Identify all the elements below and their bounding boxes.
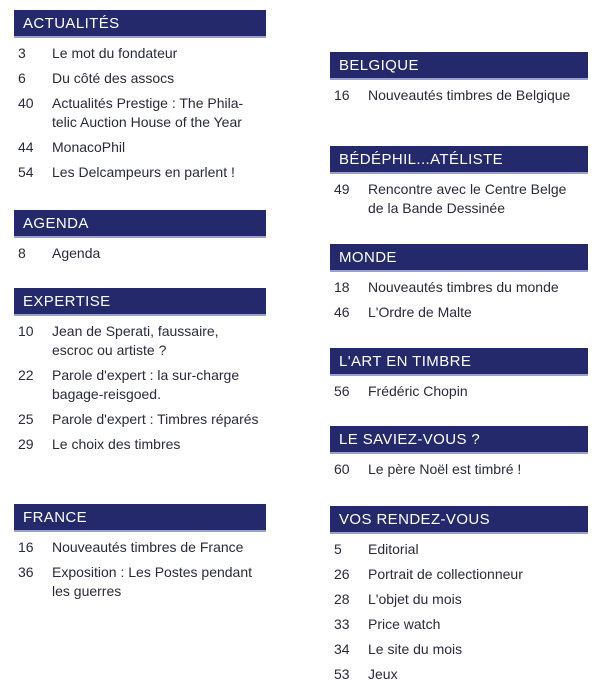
entry-title: Les Delcampeurs en parlent ! — [52, 164, 235, 180]
entry-title: Le père Noël est timbré ! — [368, 461, 522, 477]
page-number: 28 — [334, 591, 350, 607]
entry-title: Jean de Sperati, faussaire, escroc ou artiste ? — [52, 323, 219, 358]
page-number: 22 — [18, 367, 34, 383]
page-number: 6 — [18, 70, 26, 86]
entry-title: Le choix des timbres — [52, 436, 181, 452]
toc-entry[interactable] — [14, 410, 266, 429]
entry-title: Du côté des assocs — [52, 70, 175, 86]
page-number: 3 — [18, 45, 26, 61]
toc-entry[interactable] — [330, 590, 588, 609]
entry-title: Exposition : Les Postes pendant les guerres — [52, 564, 253, 599]
entry-title: Le mot du fondateur — [52, 45, 178, 61]
toc-section — [14, 210, 266, 269]
entry-title: Portrait de collectionneur — [368, 566, 523, 582]
toc-section — [14, 10, 266, 188]
section-header: BÉDÉPHIL...ATÉLISTE — [330, 146, 588, 174]
toc-entry[interactable] — [14, 163, 266, 182]
toc-entry[interactable] — [330, 615, 588, 634]
entry-title: Nouveautés timbres de Belgique — [368, 87, 571, 103]
page-number: 54 — [18, 164, 34, 180]
entry-title: L'Ordre de Malte — [368, 304, 472, 320]
toc-entry[interactable] — [330, 303, 588, 322]
section-items — [14, 244, 266, 263]
entry-title: MonacoPhil — [52, 139, 126, 155]
toc-section — [14, 504, 266, 607]
page-number: 8 — [18, 245, 26, 261]
entry-title: L'objet du mois — [368, 591, 462, 607]
page-number: 29 — [18, 436, 34, 452]
entry-title: Editorial — [368, 541, 419, 557]
toc-entry[interactable] — [14, 563, 266, 601]
toc-entry[interactable] — [330, 278, 588, 297]
page-number: 16 — [18, 539, 34, 555]
section-header: AGENDA — [14, 210, 266, 238]
toc-entry[interactable] — [14, 94, 266, 132]
toc-section — [330, 52, 588, 111]
section-header: LE SAVIEZ-VOUS ? — [330, 426, 588, 454]
page-number: 56 — [334, 383, 350, 399]
page-number: 33 — [334, 616, 350, 632]
page-number: 60 — [334, 461, 350, 477]
toc-entry[interactable] — [14, 322, 266, 360]
page-number: 44 — [18, 139, 34, 155]
toc-entry[interactable] — [330, 460, 588, 479]
page-number: 36 — [18, 564, 34, 580]
section-items — [14, 44, 266, 182]
toc-section — [330, 348, 588, 407]
toc-entry[interactable] — [14, 366, 266, 404]
toc-section — [14, 288, 266, 460]
toc-entry[interactable] — [14, 138, 266, 157]
entry-title: Parole d'expert : la sur-charge bagage-reisgoed. — [52, 367, 240, 402]
section-header: EXPERTISE — [14, 288, 266, 316]
section-items — [330, 180, 588, 218]
page-number: 25 — [18, 411, 34, 427]
toc-entry[interactable] — [14, 44, 266, 63]
toc-entry[interactable] — [330, 540, 588, 559]
page-number: 53 — [334, 666, 350, 682]
entry-title: Rencontre avec le Centre Belge de la Bande Dessinée — [368, 181, 567, 216]
section-header: MONDE — [330, 244, 588, 272]
page-number: 16 — [334, 87, 350, 103]
entry-title: Actualités Prestige : The Phila-telic Auction House of the Year — [52, 95, 244, 130]
toc-entry[interactable] — [330, 382, 588, 401]
section-items — [330, 460, 588, 479]
page-number: 40 — [18, 95, 34, 111]
toc-section — [330, 506, 588, 690]
section-items — [14, 322, 266, 454]
entry-title: Jeux — [368, 666, 398, 682]
page-number: 34 — [334, 641, 350, 657]
section-header: VOS RENDEZ-VOUS — [330, 506, 588, 534]
section-header: ACTUALITÉS — [14, 10, 266, 38]
toc-entry[interactable] — [14, 69, 266, 88]
section-header: BELGIQUE — [330, 52, 588, 80]
section-header: FRANCE — [14, 504, 266, 532]
section-items — [330, 278, 588, 322]
entry-title: Price watch — [368, 616, 441, 632]
entry-title: Parole d'expert : Timbres réparés — [52, 411, 259, 427]
page-number: 5 — [334, 541, 342, 557]
toc-section — [330, 244, 588, 328]
toc-entry[interactable] — [330, 565, 588, 584]
toc-entry[interactable] — [14, 435, 266, 454]
toc-entry[interactable] — [330, 640, 588, 659]
section-header: L'ART EN TIMBRE — [330, 348, 588, 376]
section-items — [330, 382, 588, 401]
section-items — [14, 538, 266, 601]
toc-entry[interactable] — [330, 86, 588, 105]
toc-section — [330, 426, 588, 485]
entry-title: Frédéric Chopin — [368, 383, 468, 399]
toc-entry[interactable] — [330, 180, 588, 218]
page-number: 10 — [18, 323, 34, 339]
page-number: 46 — [334, 304, 350, 320]
entry-title: Nouveautés timbres de France — [52, 539, 244, 555]
page-number: 49 — [334, 181, 350, 197]
entry-title: Nouveautés timbres du monde — [368, 279, 559, 295]
toc-entry[interactable] — [330, 665, 588, 684]
entry-title: Agenda — [52, 245, 101, 261]
section-items — [330, 86, 588, 105]
toc-entry[interactable] — [14, 538, 266, 557]
entry-title: Le site du mois — [368, 641, 463, 657]
toc-entry[interactable] — [14, 244, 266, 263]
page-number: 26 — [334, 566, 350, 582]
toc-section — [330, 146, 588, 224]
page-number: 18 — [334, 279, 350, 295]
section-items — [330, 540, 588, 684]
